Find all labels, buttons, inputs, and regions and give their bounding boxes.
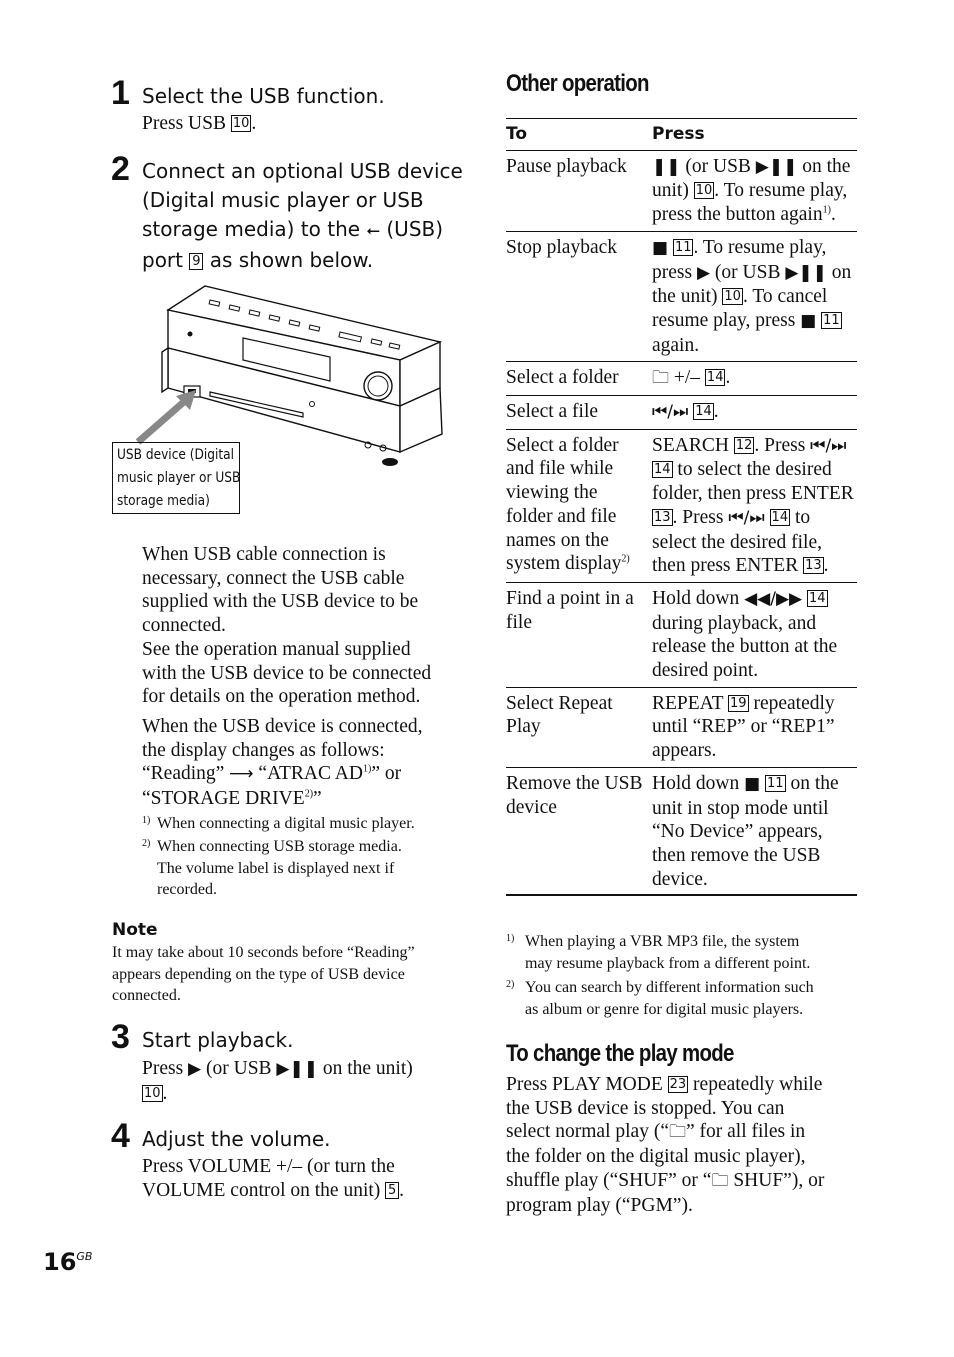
operations-table bbox=[506, 118, 857, 896]
ref-10: 10 bbox=[144, 1085, 161, 1101]
col-to-header: To bbox=[506, 119, 652, 151]
step-3-title: Start playback. bbox=[142, 1028, 294, 1052]
table-row: Remove the USB device Hold down ■ 11 on the unit in stop mode until “No Device” appears, then remove the USB device. bbox=[506, 767, 857, 895]
col-press-header: Press bbox=[652, 119, 857, 151]
table-row: Pause playback ❚❚ (or USB ▶❚❚ on the unit) 10 . To resume play, press the button again$^{1)}$. bbox=[506, 150, 857, 231]
play-mode-heading: To change the play mode bbox=[506, 1040, 734, 1067]
table-row: Select a folder 🗀 +/– 14 . bbox=[506, 362, 857, 396]
step-3-number: 3 bbox=[111, 1018, 130, 1056]
page-number: $16^{GB}$ bbox=[43, 1248, 93, 1276]
display-change-text: When the USB device is connected, the display changes as follows: “Reading” ⟶ “ATRAC AD$^{1)}$” or “STORAGE DRIVE$^{2)}$” bbox=[142, 716, 423, 810]
table-row: Stop playback ■ 11 . To resume play, press ▶ (or USB ▶❚❚ on the unit) 10 . To cancel resume play, press ■ 11 again. bbox=[506, 231, 857, 362]
step-1-number: 1 bbox=[111, 74, 130, 112]
arrow-right-icon: ⟶ bbox=[229, 764, 254, 785]
table-row: Select a file ⏮/⏭ 14 . bbox=[506, 396, 857, 430]
folder-icon: 🗀 bbox=[668, 1122, 686, 1143]
play-mode-body: Press PLAY MODE 23 repeatedly while the USB device is stopped. You can select normal play (“🗀” for all files in the folder on the digital music player), shuffle play (“SHUF” or “🗀 SHUF”), or program play (“PGM”). bbox=[506, 1074, 825, 1216]
ref-9: 9 bbox=[189, 253, 203, 270]
note-title: Note bbox=[112, 920, 158, 940]
play-icon: ▶ bbox=[188, 1059, 202, 1079]
ref-23: 23 bbox=[669, 1077, 687, 1092]
step-3-body: Press ▶ (or USB ▶❚❚ on the unit) 10 . bbox=[142, 1058, 413, 1104]
step-1-title: Select the USB function. bbox=[142, 84, 385, 108]
step-4-number: 4 bbox=[111, 1117, 130, 1155]
usb-device-callout: USB device (Digital music player or USB storage media) bbox=[112, 442, 240, 514]
step-2-number: 2 bbox=[111, 150, 130, 188]
footnote-right-1: 1) When playing a VBR MP3 file, the system may resume playback from a different point. bbox=[506, 933, 811, 972]
footnote-left-1: 1) When connecting a digital music player. bbox=[142, 815, 415, 832]
ref-10: 10 bbox=[232, 116, 250, 131]
play-pause-icon: ▶❚❚ bbox=[276, 1059, 318, 1079]
connection-instructions: When USB cable connection is necessary, connect the USB cable supplied with the USB device to be connected. See the operation manual supplied with the USB device to be connected for details on the operation method. bbox=[142, 544, 432, 708]
footnote-right-2: 2) You can search by different information such as album or genre for digital music players. bbox=[506, 979, 814, 1018]
step-1-body: Press USB 10 . bbox=[142, 113, 257, 134]
table-row: Find a point in a file Hold down ◀◀/▶▶ 14 during playback, and release the button at the desired point. bbox=[506, 582, 857, 687]
step-4-title: Adjust the volume. bbox=[142, 1127, 331, 1151]
table-row: Select Repeat Play REPEAT 19 repeatedly until “REP” or “REP1” appears. bbox=[506, 687, 857, 767]
ref-5: 5 bbox=[385, 1182, 399, 1199]
note-body: It may take about 10 seconds before “Reading” appears depending on the type of USB device connected. bbox=[112, 944, 415, 1004]
footnote-left-2: 2) When connecting USB storage media. The volume label is displayed next if recorded. bbox=[142, 838, 402, 898]
folder-icon: 🗀 bbox=[711, 1170, 729, 1191]
other-operation-heading: Other operation bbox=[506, 70, 649, 97]
usb-icon: ⭠ bbox=[366, 221, 381, 241]
step-2-title: Connect an optional USB device (Digital music player or USB storage media) to the ⭠ (USB) port 9 as shown below. bbox=[142, 159, 463, 272]
table-row: Select a folder and file while viewing the folder and file names on the system display$^{2)}$ SEARCH 12 . Press ⏮/⏭ 14 to select the desired folder, then press ENTER 13 . Press ⏮/⏭ 14 to select the desired file, then press ENTER 13 . bbox=[506, 429, 857, 582]
step-4-body: Press VOLUME +/– (or turn the VOLUME control on the unit) 5 . bbox=[142, 1156, 405, 1201]
